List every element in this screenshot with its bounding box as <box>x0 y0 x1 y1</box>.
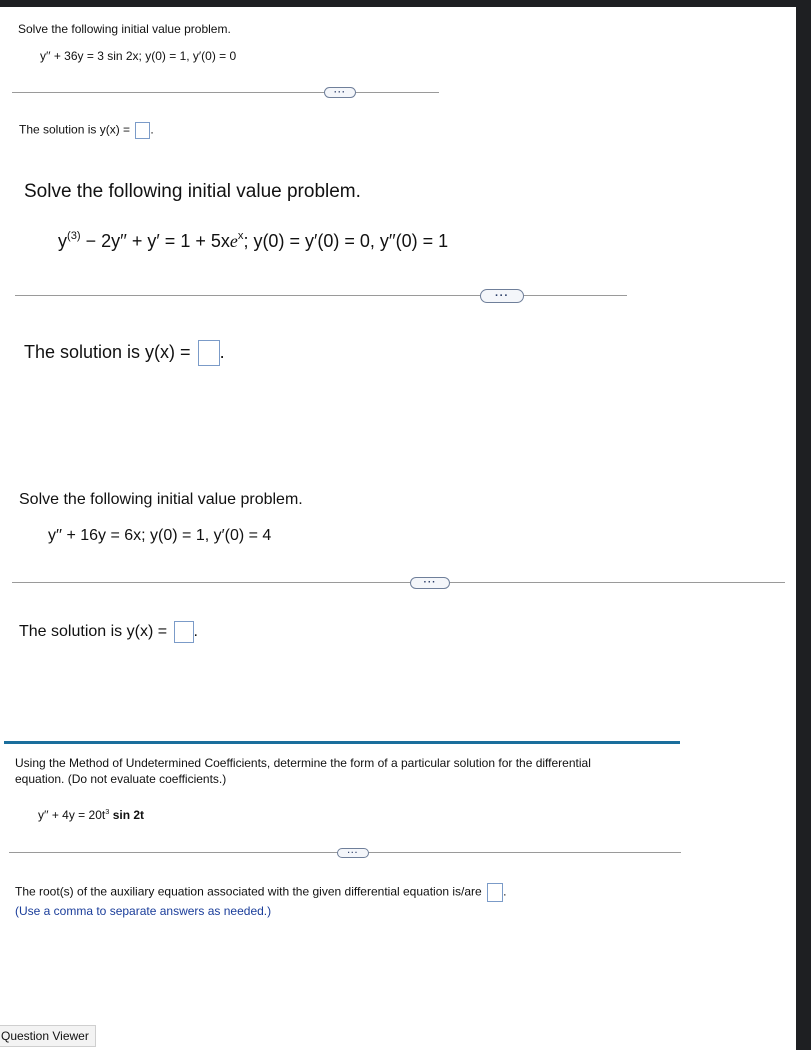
problem4-equation <box>38 808 144 822</box>
problem4-eq-exp: 3 <box>105 806 110 816</box>
problem1-more-button[interactable]: ··· <box>324 87 356 98</box>
problem1-answer-input[interactable] <box>135 122 150 139</box>
problem4-answer-row: The root(s) of the auxiliary equation associated with the given differential equation is/are . <box>15 883 506 902</box>
problem2-eq-x: x <box>237 230 244 243</box>
problem3-answer-input[interactable] <box>174 621 194 643</box>
problem2-answer-row: The solution is y(x) = . <box>24 340 225 366</box>
problem4-note: (Use a comma to separate answers as needed.) <box>15 904 272 918</box>
problem2-eq-order: (3) <box>67 230 81 243</box>
problem4-answer-label: The root(s) of the auxiliary equation associated with the given differential equation is/are <box>15 884 482 899</box>
problem2-more-button[interactable]: ··· <box>480 289 524 303</box>
problem4-more-button[interactable]: ··· <box>337 848 369 858</box>
problem3-answer-label: The solution is y(x) = <box>19 623 168 641</box>
problem4-prompt-line1: Using the Method of Undetermined Coefficients, determine the form of a particular solution for the differential <box>15 756 591 770</box>
problem2-eq-y: y <box>58 231 67 251</box>
problem3-answer-row: The solution is y(x) = . <box>19 621 198 643</box>
problem2-answer-label: The solution is y(x) = <box>24 341 191 362</box>
problem3-prompt: Solve the following initial value problem. <box>19 491 303 508</box>
problem2-eq-tail: ; y(0) = y′(0) = 0, y′′(0) = 1 <box>243 231 449 251</box>
problem4-top-rule <box>4 741 680 744</box>
problem2-eq-mid: − 2y′′ + y′ = 1 + 5x <box>80 231 230 251</box>
problem3-divider <box>12 582 785 583</box>
problem1-prompt: Solve the following initial value problem. <box>18 22 231 36</box>
problem2-eq-e: e <box>229 231 238 251</box>
problem4-prompt-line2: equation. (Do not evaluate coefficients.) <box>15 772 227 786</box>
problem1-answer-label: The solution is y(x) = <box>19 122 131 137</box>
problem4-answer-input[interactable] <box>487 883 503 902</box>
question-viewer-button[interactable]: Question Viewer <box>0 1025 96 1047</box>
problem1-divider <box>12 92 439 93</box>
problem1-equation: y′′ + 36y = 3 sin 2x; y(0) = 1, y′(0) = 0 <box>40 49 237 63</box>
problem3-equation: y′′ + 16y = 6x; y(0) = 1, y′(0) = 4 <box>48 527 272 544</box>
problem3-more-button[interactable]: ··· <box>410 577 450 589</box>
problem2-divider <box>15 295 627 296</box>
problem2-equation <box>58 231 448 252</box>
problem4-eq-left: y′′ + 4y = 20t <box>38 808 106 822</box>
problem1-answer-row: The solution is y(x) = . <box>19 122 154 139</box>
problem4-eq-right: sin 2t <box>112 808 145 822</box>
problem2-prompt: Solve the following initial value problem. <box>24 181 361 202</box>
problem2-answer-input[interactable] <box>198 340 220 366</box>
question-page <box>0 7 796 1050</box>
